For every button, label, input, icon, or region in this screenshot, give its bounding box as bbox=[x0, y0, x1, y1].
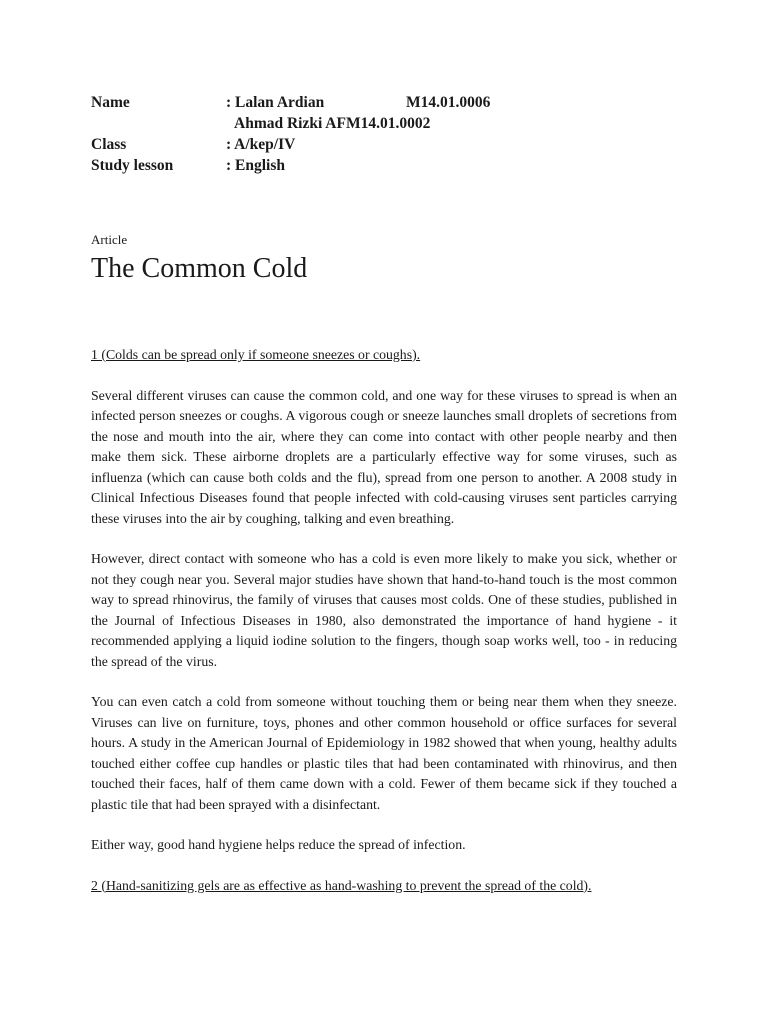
article-title: The Common Cold bbox=[91, 253, 308, 284]
article-kicker: Article bbox=[91, 232, 128, 247]
paragraph: You can even catch a cold from someone without touching them or being near them when they sneeze. Viruses can live on furniture, toys, phones and other common household or office surfaces for several hours. A study in the American Journal of Epidemiology in 1982 showed that when young, healthy adults touched either coffee cup handles or plastic tiles that had been contaminated with rhinovirus, and then touched their faces, half of them came down with a cold. Fewer of them became sick if they touched a plastic tile that had been sprayed with a disinfectant. bbox=[91, 694, 677, 812]
paragraph: Several different viruses can cause the common cold, and one way for these viruses to spread is when an infected person sneezes or coughs. A vigorous cough or sneeze launches small droplets of secretions from the nose and mouth into the air, where they can come into contact with other people nearby and then make them sick. These airborne droplets are a particularly effective way for some viruses, such as influenza (which can cause both colds and the flu), spread from one person to another. A 2008 study in Clinical Infectious Diseases found that people infected with cold-causing viruses sent particles carrying these viruses into the air by coughing, talking and even breathing. bbox=[91, 387, 677, 526]
second-student: Ahmad Rizki AFM14.01.0002 bbox=[234, 115, 431, 132]
article-body bbox=[91, 345, 677, 916]
name-value: : Lalan Ardian bbox=[226, 94, 325, 111]
lesson-label: Study lesson bbox=[91, 157, 174, 174]
section-heading-2: 2 (Hand-sanitizing gels are as effective as hand-washing to prevent the spread of the cold). bbox=[91, 877, 592, 893]
name-id: M14.01.0006 bbox=[406, 94, 491, 111]
class-label: Class bbox=[91, 136, 127, 153]
name-label: Name bbox=[91, 94, 130, 111]
lesson-value: : English bbox=[226, 157, 286, 174]
class-value: : A/kep/IV bbox=[226, 136, 296, 153]
paragraph: Either way, good hand hygiene helps reduce the spread of infection. bbox=[91, 837, 466, 852]
paragraph: However, direct contact with someone who has a cold is even more likely to make you sick, whether or not they cough near you. Several major studies have shown that hand-to-hand touch is the most common way to spread rhinovirus, the family of viruses that causes most colds. One of these studies, published in the Journal of Infectious Diseases in 1980, also demonstrated the importance of hand hygiene - it recommended applying a liquid iodine solution to the fingers, though soap works well, too - in reducing the spread of the virus. bbox=[91, 551, 677, 669]
section-heading-1: 1 (Colds can be spread only if someone sneezes or coughs). bbox=[91, 347, 421, 362]
